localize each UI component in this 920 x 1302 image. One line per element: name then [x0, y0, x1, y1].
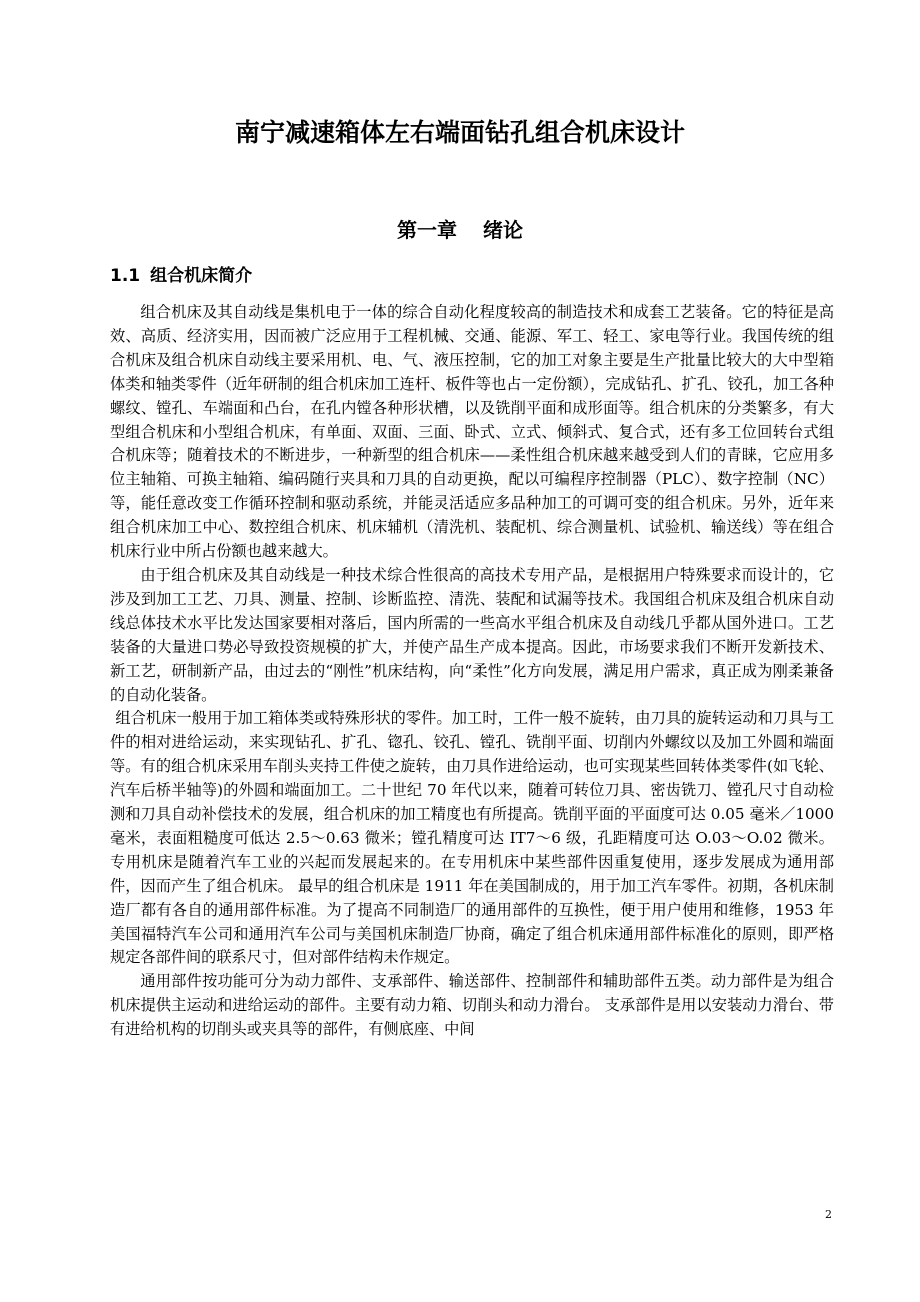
paragraph: 组合机床一般用于加工箱体类或特殊形状的零件。加工时，工件一般不旋转，由刀具的旋转运动和刀具与工件的相对进给运动，来实现钻孔、扩孔、锪孔、铰孔、镗孔、铣削平面、切削内外螺纹以及加工外圆和端面等。有的组合机床采用车削头夹持工件使之旋转，由刀具作进给运动，也可实现某些回转体类零件(如飞轮、汽车后桥半轴等)的外圆和端面加工。二十世纪 70 年代以来，随着可转位刀具、密齿铣刀、镗孔尺寸自动检测和刀具自动补偿技术的发展，组合机床的加工精度也有所提高。铣削平面的平面度可达 0.05 毫米／1000 毫米，表面粗糙度可低达 2.5～0.63 微米；镗孔精度可达 IT7～6 级，孔距精度可达 O.03～O.02 微米。 专用机床是随着汽车工业的兴起而发展起来的。在专用机床中某些部件因重复使用，逐步发展成为通用部件，因而产生了组合机床。 最早的组合机床是 1911 年在美国制成的，用于加工汽车零件。初期，各机床制造厂都有各自的通用部件标准。为了提高不同制造厂的通用部件的互换性，便于用户使用和维修，1953 年美国福特汽车公司和通用汽车公司与美国机床制造厂协商，确定了组合机床通用部件标准化的原则，即严格规定各部件间的联系尺寸，但对部件结构未作规定。 — [110, 709, 834, 967]
page-number: 2 — [825, 1208, 832, 1221]
chapter-number: 第一章 — [397, 218, 457, 242]
section-name: 组合机床简介 — [150, 266, 253, 286]
body-text — [110, 301, 834, 1042]
paragraph: 由于组合机床及其自动线是一种技术综合性很高的高技术专用产品，是根据用户特殊要求而设计的，它涉及到加工工艺、刀具、测量、控制、诊断监控、清洗、装配和试漏等技术。我国组合机床及组合机床自动线总体技术水平比发达国家要相对落后，国内所需的一些高水平组合机床及自动线几乎都从国外进口。工艺装备的大量进口势必导致投资规模的扩大，并使产品生产成本提高。因此，市场要求我们不断开发新技术、新工艺，研制新产品，由过去的“刚性”机床结构，向“柔性”化方向发展，满足用户需求，真正成为刚柔兼备的自动化装备。 — [110, 565, 834, 704]
paragraph: 组合机床及其自动线是集机电于一体的综合自动化程度较高的制造技术和成套工艺装备。它的特征是高效、高质、经济实用，因而被广泛应用于工程机械、交通、能源、军工、轻工、家电等行业。我国传统的组合机床及组合机床自动线主要采用机、电、气、液压控制，它的加工对象主要是生产批量比较大的大中型箱体类和轴类零件（近年研制的组合机床加工连杆、板件等也占一定份额），完成钻孔、扩孔、铰孔，加工各种螺纹、镗孔、车端面和凸台，在孔内镗各种形状槽，以及铣削平面和成形面等。组合机床的分类繁多，有大型组合机床和小型组合机床，有单面、双面、三面、卧式、立式、倾斜式、复合式，还有多工位回转台式组合机床等；随着技术的不断进步，一种新型的组合机床——柔性组合机床越来越受到人们的青睐，它应用多位主轴箱、可换主轴箱、编码随行夹具和刀具的自动更换，配以可编程序控制器（PLC）、数字控制（NC）等，能任意改变工作循环控制和驱动系统，并能灵活适应多品种加工的可调可变的组合机床。另外，近年来组合机床加工中心、数控组合机床、机床辅机（清洗机、装配机、综合测量机、试验机、输送线）等在组合机床行业中所占份额也越来越大。 — [110, 303, 834, 561]
section-number: 1.1 — [110, 266, 141, 286]
paragraph: 通用部件按功能可分为动力部件、支承部件、输送部件、控制部件和辅助部件五类。动力部件是为组合机床提供主运动和进给运动的部件。主要有动力箱、切削头和动力滑台。 支承部件是用以安装动力滑台、带有进给机构的切削头或夹具等的部件，有侧底座、中间 — [110, 972, 834, 1039]
chapter-heading — [0, 214, 920, 246]
chapter-name: 绪论 — [483, 218, 523, 242]
section-heading — [110, 262, 252, 290]
document-title: 南宁减速箱体左右端面钻孔组合机床设计 — [234, 118, 685, 147]
